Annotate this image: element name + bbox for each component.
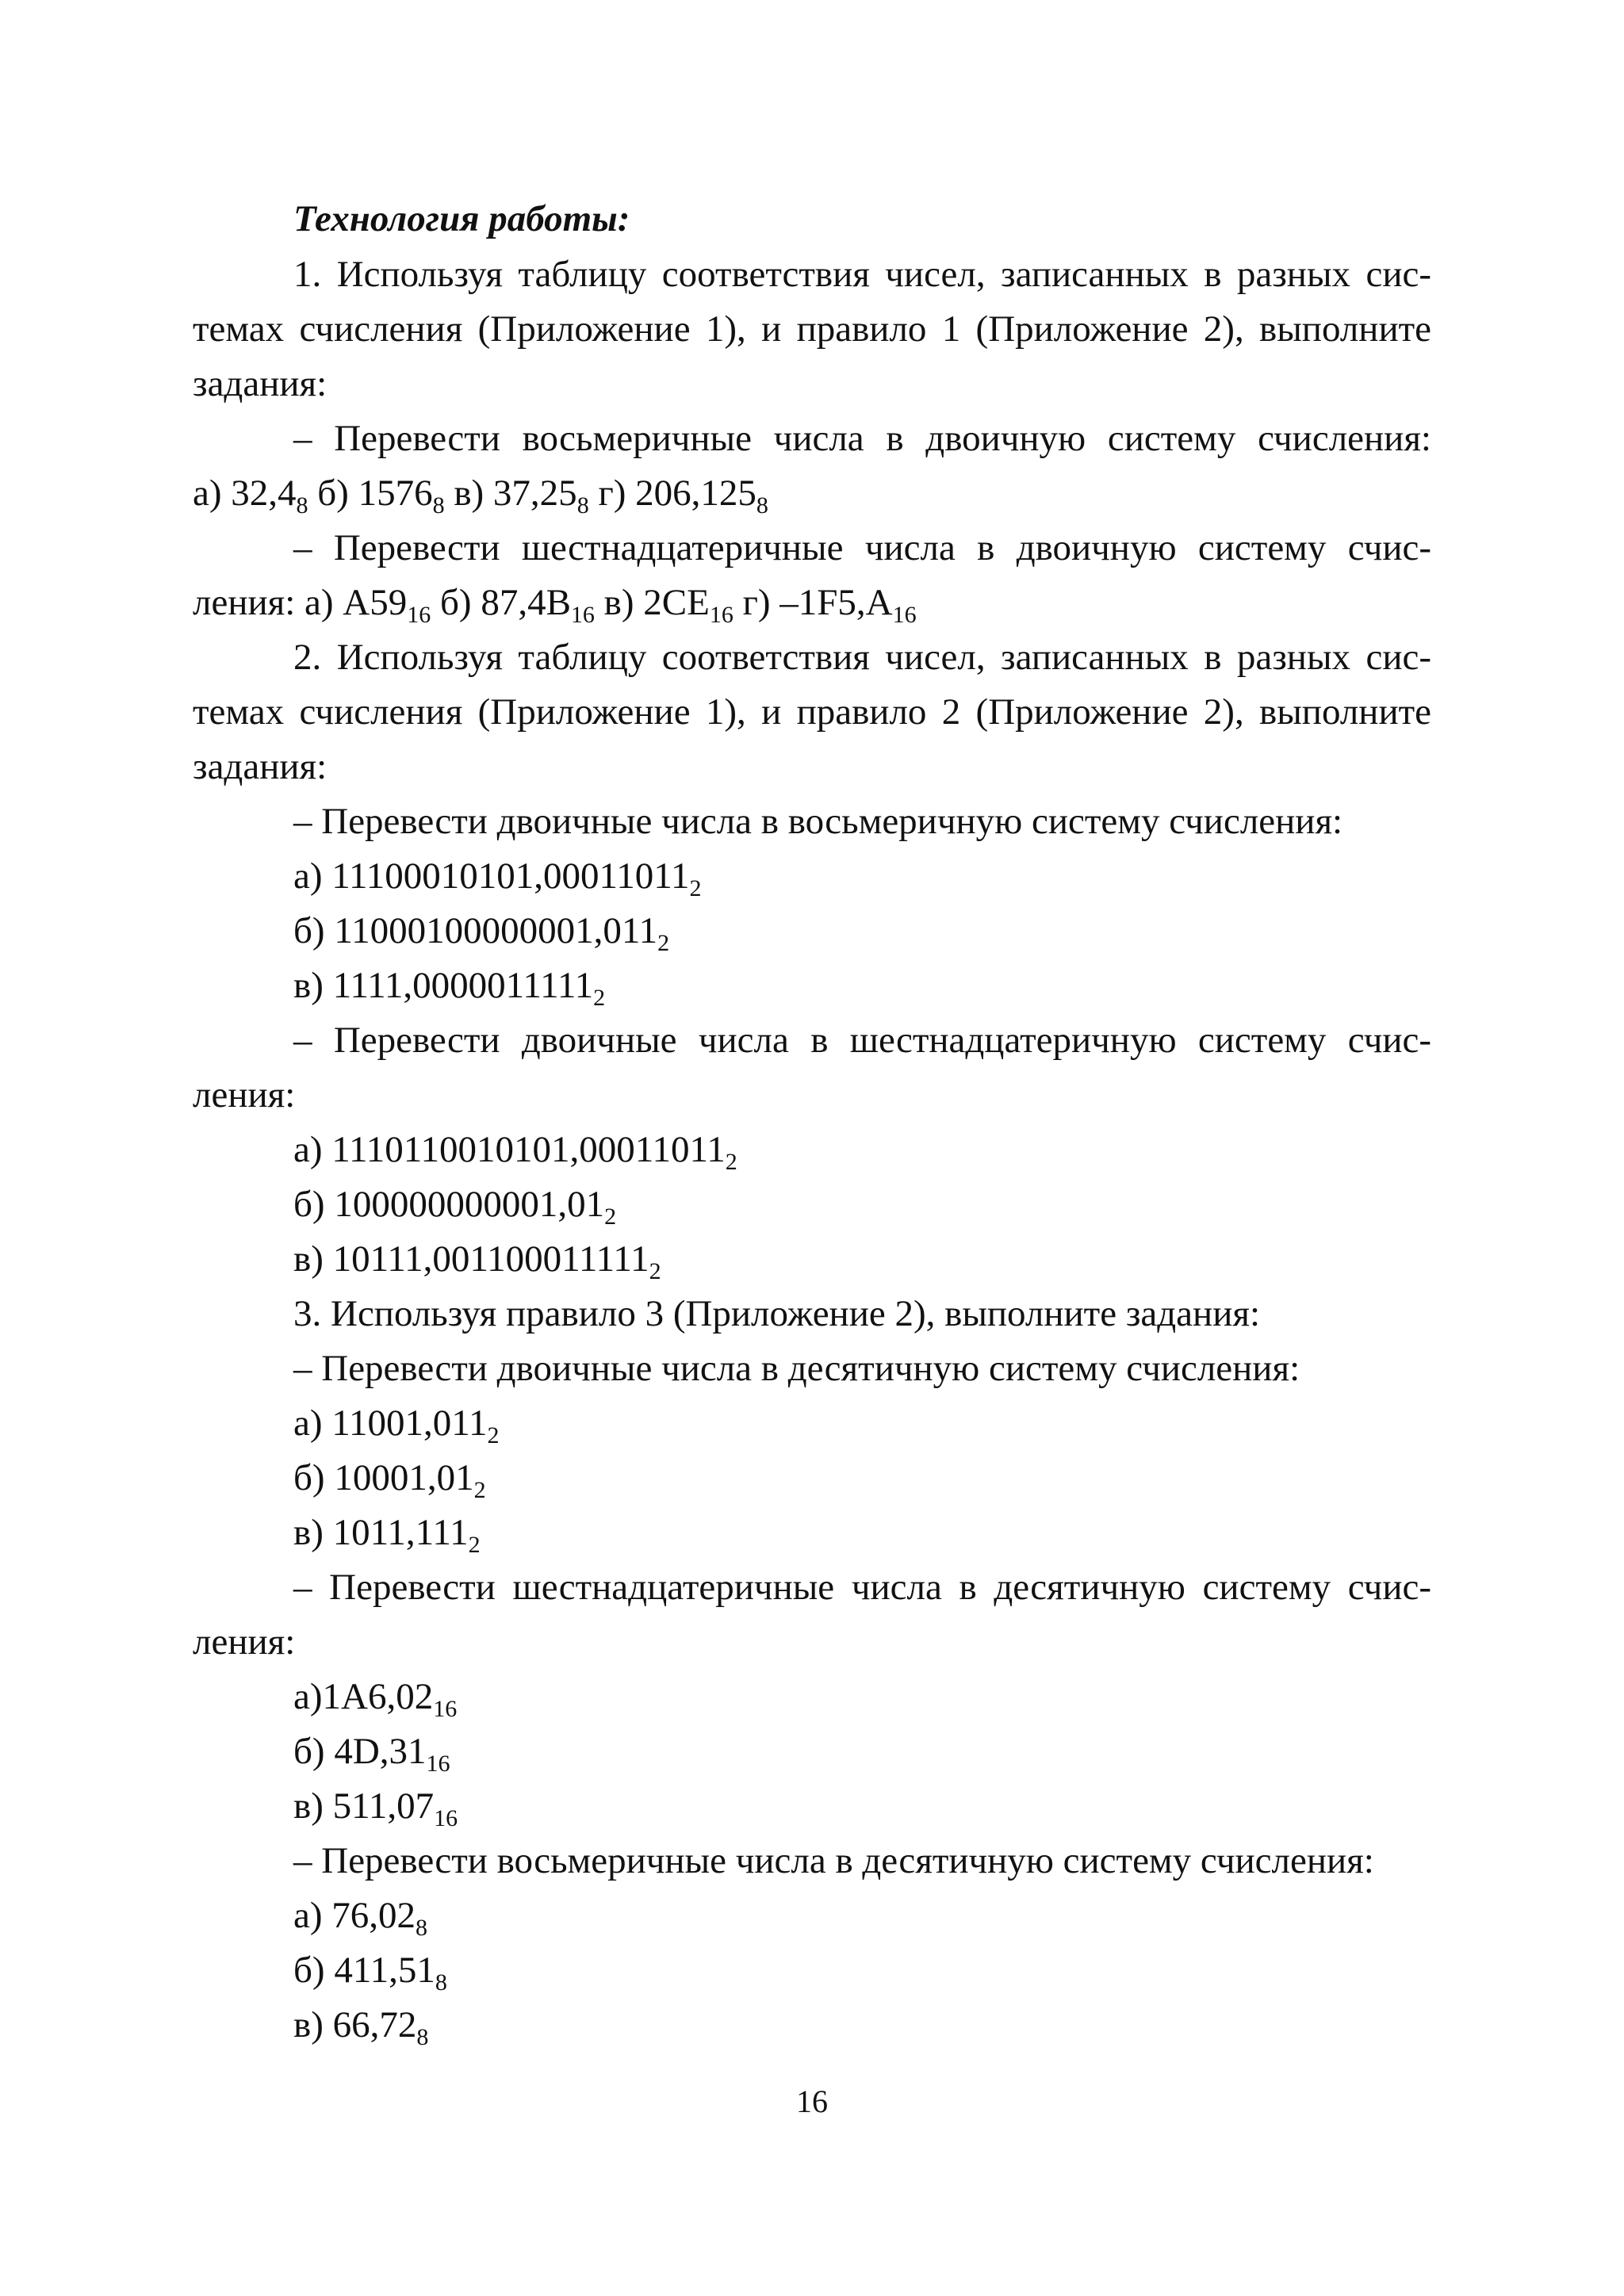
subtask-binary-to-hex-title-line-2: ления: bbox=[193, 1074, 296, 1115]
list-item: а) $11001,011_2$ bbox=[293, 1402, 500, 1448]
list-item: б) $10001,01_2$ bbox=[293, 1457, 486, 1503]
section-heading: Технология работы: bbox=[293, 198, 630, 239]
list-item: в) $10111,001100011111_2$ bbox=[293, 1238, 661, 1284]
subtask-binary-to-decimal-title: – Перевести двоичные числа в десятичную систему счисления: bbox=[293, 1348, 1300, 1389]
list-item: в) $1011,111_2$ bbox=[293, 1512, 481, 1558]
list-item: в) $511,07_{16}$ bbox=[293, 1785, 458, 1831]
task-1-intro-line-3: задания: bbox=[193, 363, 327, 404]
task-2-intro-line-3: задания: bbox=[193, 746, 327, 787]
subtask-hex-to-binary-title: – Перевести шестнадцатеричные числа в двоичную систему счис- bbox=[293, 527, 1431, 568]
list-item: б) $100000000001,01_2$ bbox=[293, 1184, 617, 1230]
subtask-hex-to-decimal-title-line-1: – Перевести шестнадцатеричные числа в десятичную систему счис- bbox=[293, 1567, 1431, 1608]
task-2-intro-line-2: темах счисления (Приложение 1), и правило 2 (Приложение 2), выполните bbox=[193, 691, 1431, 733]
subtask-hex-to-decimal-title-line-2: ления: bbox=[193, 1621, 296, 1663]
list-item: в) $1111,0000011111_2$ bbox=[293, 965, 606, 1011]
list-item: в) $66,72_8$ bbox=[293, 2004, 429, 2050]
list-item: а) $11100010101,00011011_2$ bbox=[293, 855, 702, 901]
task-2-intro-line-1: 2. Используя таблицу соответствия чисел, записанных в разных сис- bbox=[293, 637, 1431, 678]
list-item: б) $411,51_8$ bbox=[293, 1950, 447, 1996]
list-item: а) $76,02_8$ bbox=[293, 1895, 428, 1941]
list-item: б) $4D,31_{16}$ bbox=[293, 1731, 450, 1777]
subtask-binary-to-hex-title-line-1: – Перевести двоичные числа в шестнадцатеричную систему счис- bbox=[293, 1020, 1431, 1061]
task-1-intro-line-1: 1. Используя таблицу соответствия чисел, записанных в разных сис- bbox=[293, 254, 1431, 295]
page-number: 16 bbox=[796, 2084, 828, 2119]
list-item: б) $11000100000001,011_2$ bbox=[293, 910, 670, 956]
subtask-hex-to-binary-items: ления: а) $A59_{16}$ б) $87,4B_{16}$ в) $2CE_{16}$ г) $-1F5,A_{16}$ bbox=[193, 582, 917, 628]
subtask-octal-to-decimal-title: – Перевести восьмеричные числа в десятичную систему счисления: bbox=[293, 1840, 1374, 1881]
list-item: $а)1A6,02_{16}$ bbox=[293, 1676, 458, 1722]
task-1-intro-line-2: темах счисления (Приложение 1), и правило 1 (Приложение 2), выполните bbox=[193, 308, 1431, 350]
task-3-intro: 3. Используя правило 3 (Приложение 2), выполните задания: bbox=[293, 1293, 1261, 1334]
list-item: а) $1110110010101,00011011_2$ bbox=[293, 1129, 737, 1175]
subtask-octal-to-binary-title: – Перевести восьмеричные числа в двоичную систему счисления: bbox=[293, 418, 1431, 459]
subtask-octal-to-binary-items: а) $32,4_8$ б) $1576_8$ в) $37,25_8$ г) $206,125_8$ bbox=[193, 473, 768, 519]
subtask-binary-to-octal-title: – Перевести двоичные числа в восьмеричную систему счисления: bbox=[293, 801, 1343, 842]
